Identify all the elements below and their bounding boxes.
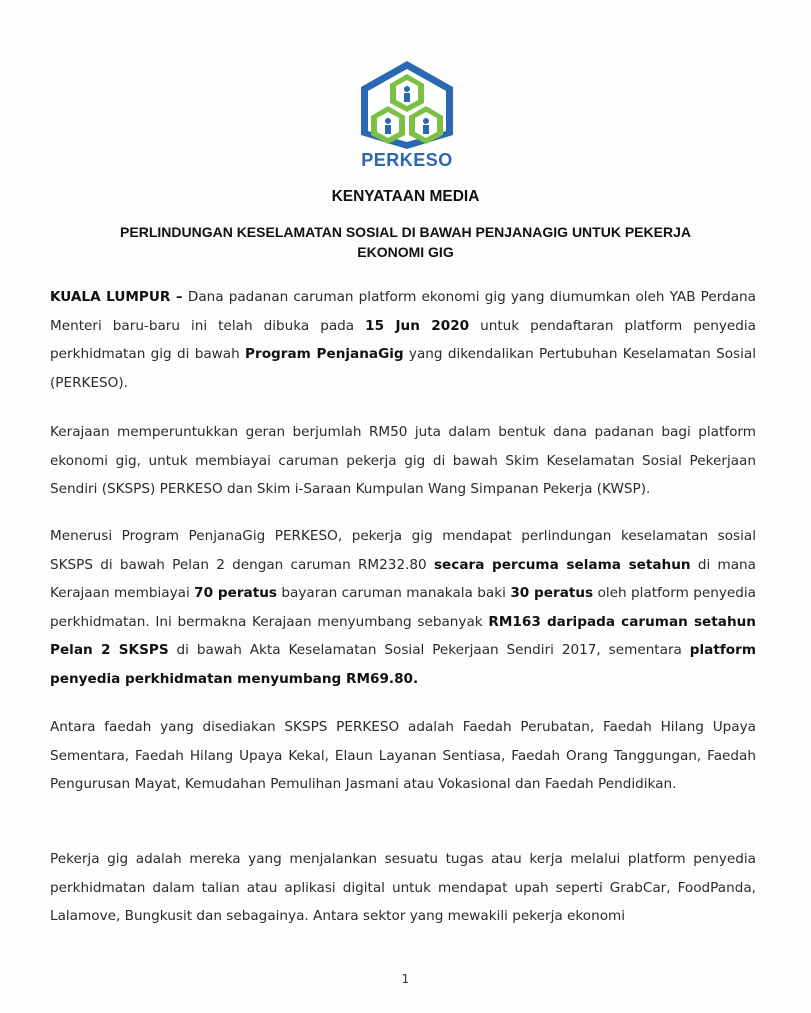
subtitle-line-2: EKONOMI GIG bbox=[357, 244, 454, 260]
page-number: 1 bbox=[401, 972, 410, 986]
p3-text-5: di bawah Akta Keselamatan Sosial Pekerjaan Sendiri 2017, sementara bbox=[168, 642, 690, 658]
p1-program: Program PenjanaGig bbox=[245, 346, 404, 362]
p1-text-2: untuk pendaftaran platform penyedia perkhidmatan gig di bawah bbox=[50, 317, 756, 362]
p3-text-3: bayaran caruman manakala baki bbox=[276, 585, 511, 601]
subtitle-line-1: PERLINDUNGAN KESELAMATAN SOSIAL DI BAWAH PENJANAGIG UNTUK PEKERJA bbox=[120, 224, 691, 240]
paragraph-3 bbox=[50, 522, 756, 693]
p3-text-4: oleh platform penyedia perkhidmatan. Ini bermakna Kerajaan menyumbang sebanyak bbox=[50, 585, 756, 630]
p3-bold-3: 30 peratus bbox=[510, 585, 594, 601]
p1-text-3: yang dikendalikan Pertubuhan Keselamatan Sosial (PERKESO). bbox=[50, 346, 756, 391]
p3-text-2: di mana Kerajaan membiayai bbox=[50, 556, 757, 601]
p3-bold-4: RM163 daripada caruman setahun Pelan 2 SKSPS bbox=[50, 613, 756, 658]
document-title: KENYATAAN MEDIA bbox=[331, 188, 480, 205]
dateline: KUALA LUMPUR – bbox=[50, 289, 183, 305]
paragraph-2: Kerajaan memperuntukkan geran berjumlah RM50 juta dalam bentuk dana padanan bagi platform ekonomi gig, untuk membiayai caruman pekerja gig di bawah Skim Keselamatan Sosial Pekerjaan Sendiri (SKSPS) PERKESO dan Skim i-Saraan Kumpulan Wang Simpanan Pekerja (KWSP). bbox=[50, 424, 756, 497]
p1-text-1: Dana padanan caruman platform ekonomi gig yang diumumkan oleh YAB Perdana Menteri baru-baru ini telah dibuka pada bbox=[50, 289, 757, 334]
paragraph-5: Pekerja gig adalah mereka yang menjalankan sesuatu tugas atau kerja melalui platform penyedia perkhidmatan dalam talian atau aplikasi digital untuk mendapat upah seperti GrabCar, FoodPanda, Lalamove, Bungkusit dan sebagainya. Antara sektor yang mewakili pekerja ekonomi bbox=[50, 851, 756, 924]
perkeso-emblem-icon bbox=[352, 58, 462, 150]
paragraph-1 bbox=[50, 283, 756, 397]
p3-bold-5: platform penyedia perkhidmatan menyumbang RM69.80. bbox=[50, 642, 756, 687]
perkeso-logo bbox=[352, 58, 462, 178]
document-subtitle bbox=[0, 222, 811, 262]
paragraph-4: Antara faedah yang disediakan SKSPS PERKESO adalah Faedah Perubatan, Faedah Hilang Upaya Sementara, Faedah Hilang Upaya Kekal, Elaun Layanan Sentiasa, Faedah Orang Tanggungan, Faedah Pengurusan Mayat, Kemudahan Pemulihan Jasmani atau Vokasional dan Faedah Pendidikan. bbox=[50, 719, 756, 792]
p3-text-1: Menerusi Program PenjanaGig PERKESO, pekerja gig mendapat perlindungan keselamatan sosial SKSPS di bawah Pelan 2 dengan caruman RM232.80 bbox=[50, 528, 756, 573]
logo-text: PERKESO bbox=[361, 150, 453, 170]
p1-date: 15 Jun 2020 bbox=[365, 317, 470, 334]
p3-bold-1: secara percuma selama setahun bbox=[433, 556, 691, 573]
p3-bold-2: 70 peratus bbox=[194, 585, 277, 601]
